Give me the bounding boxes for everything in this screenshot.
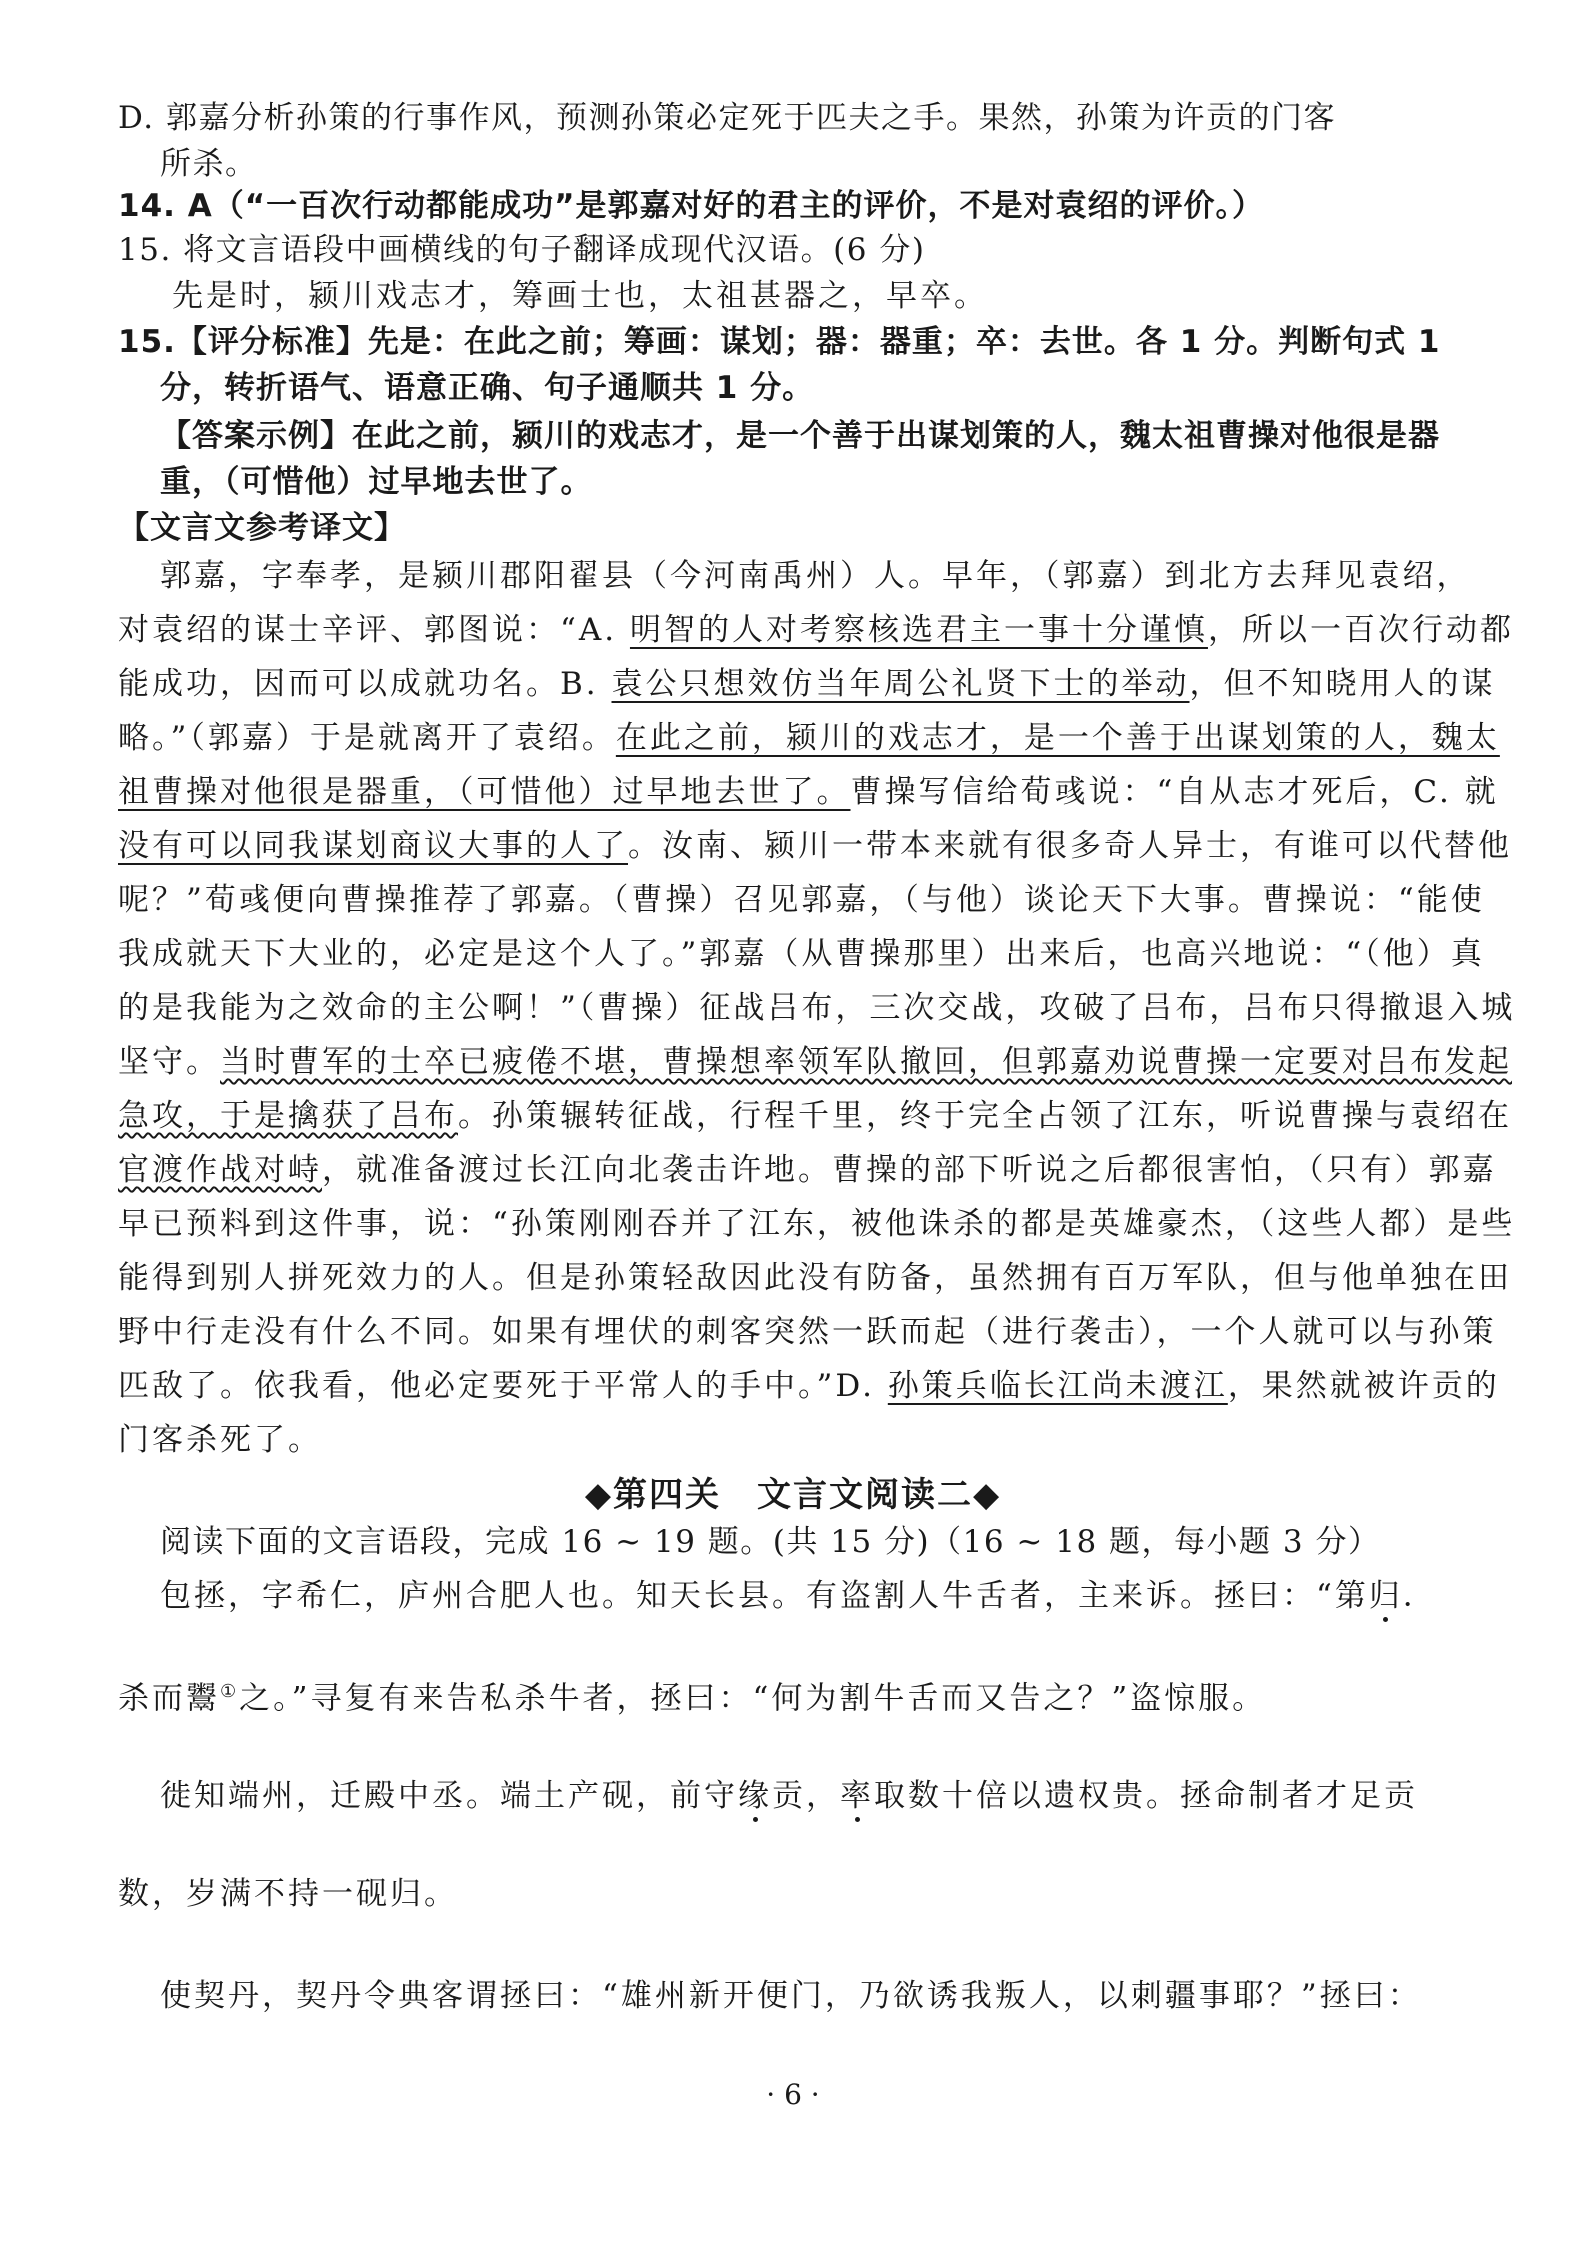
translation-line: 呢？”荀彧便向曹操推荐了郭嘉。（曹操）召见郭嘉，（与他）谈论天下大事。曹操说：“能使: [118, 882, 1485, 918]
page-number: · 6 ·: [766, 2078, 820, 2111]
question-15: 15. 将文言语段中画横线的句子翻译成现代汉语。(6 分): [118, 232, 926, 268]
translation-line: 对袁绍的谋士辛评、郭图说：“A. 明智的人对考察核选君主一事十分谨慎，所以一百次行动都: [118, 612, 1514, 648]
passage-line: 徙知端州，迁殿中丞。端土产砚，前守缘贡，率取数十倍以遗权贵。拯命制者才足贡: [160, 1778, 1418, 1814]
passage-line: 数，岁满不持一砚归。: [118, 1876, 458, 1912]
translation-line: 急攻，于是擒获了吕布。孙策辗转征战，行程千里，终于完全占领了江东，听说曹操与袁绍在: [118, 1098, 1512, 1134]
passage-line: 包拯，字希仁，庐州合肥人也。知天长县。有盗割人牛舌者，主来诉。拯曰：“第归．: [160, 1578, 1437, 1614]
translation-line: 郭嘉，字奉孝，是颍川郡阳翟县（今河南禹州）人。早年，（郭嘉）到北方去拜见袁绍，: [160, 558, 1471, 594]
translation-line: 我成就天下大业的，必定是这个人了。”郭嘉（从曹操那里）出来后，也高兴地说：“（他）真: [118, 936, 1485, 972]
translation-line: 匹敌了。依我看，他必定要死于平常人的手中。”D. 孙策兵临长江尚未渡江，果然就被许贡的: [118, 1368, 1500, 1404]
answer-15-scoring-cont: 分，转折语气、语意正确、句子通顺共 1 分。: [160, 370, 815, 406]
translation-line: 坚守。当时曹军的士卒已疲倦不堪，曹操想率领军队撤回，但郭嘉劝说曹操一定要对吕布发起: [118, 1044, 1512, 1080]
translation-line: 野中行走没有什么不同。如果有埋伏的刺客突然一跃而起（进行袭击），一个人就可以与孙策: [118, 1314, 1497, 1350]
translation-heading: 【文言文参考译文】: [118, 510, 406, 546]
option-d-text-cont: 所杀。: [160, 146, 258, 182]
translation-line: 没有可以同我谋划商议大事的人了。汝南、颍川一带本来就有很多奇人异士，有谁可以代替他: [118, 828, 1512, 864]
answer-15-example: 【答案示例】在此之前，颍川的戏志才，是一个善于出谋划策的人，魏太祖曹操对他很是器: [160, 418, 1440, 454]
translation-line: 略。”（郭嘉）于是就离开了袁绍。在此之前，颍川的戏志才，是一个善于出谋划策的人，魏太: [118, 720, 1500, 756]
option-d-text: D. 郭嘉分析孙策的行事作风，预测孙策必定死于匹夫之手。果然，孙策为许贡的门客: [118, 100, 1336, 136]
translation-line: 的是我能为之效命的主公啊！”（曹操）征战吕布，三次交战，攻破了吕布，吕布只得撤退入城: [118, 990, 1516, 1026]
translation-line: 门客杀死了。: [118, 1422, 322, 1458]
section-title: ◆第四关 文言文阅读二◆: [584, 1475, 1002, 1515]
passage-line: 杀而鬻①之。”寻复有来告私杀牛者，拯曰：“何为割牛舌而又告之？”盗惊服。: [118, 1680, 1267, 1717]
question-15-sentence: 先是时，颍川戏志才，筹画士也，太祖甚器之，早卒。: [172, 278, 988, 314]
footnote-marker: ①: [220, 1681, 240, 1702]
section-instruction: 阅读下面的文言语段，完成 16 ~ 19 题。(共 15 分)（16 ~ 18 题，每小题 3 分）: [160, 1524, 1381, 1560]
passage-line: 使契丹，契丹令典客谓拯曰：“雄州新开便门，乃欲诱我叛人，以刺疆事耶？”拯曰：: [160, 1978, 1422, 2014]
answer-15-scoring: 15.【评分标准】先是：在此之前；筹画：谋划；器：器重；卒：去世。各 1 分。判断句式 1: [118, 324, 1441, 360]
translation-line: 祖曹操对他很是器重，（可惜他）过早地去世了。曹操写信给荀彧说：“自从志才死后，C. 就: [118, 774, 1499, 810]
translation-line: 官渡作战对峙，就准备渡过长江向北袭击许地。曹操的部下听说之后都很害怕，（只有）郭嘉: [118, 1152, 1497, 1188]
translation-line: 能成功，因而可以成就功名。B. 袁公只想效仿当年周公礼贤下士的举动，但不知晓用人的谋: [118, 666, 1496, 702]
translation-line: 能得到别人拼死效力的人。但是孙策轻敌因此没有防备，虽然拥有百万军队，但与他单独在田: [118, 1260, 1512, 1296]
answer-15-example-cont: 重，（可惜他）过早地去世了。: [160, 464, 593, 500]
translation-line: 早已预料到这件事，说：“孙策刚刚吞并了江东，被他诛杀的都是英雄豪杰，（这些人都）是些: [118, 1206, 1516, 1242]
answer-14: 14. A（“一百次行动都能成功”是郭嘉对好的君主的评价，不是对袁绍的评价。）: [118, 188, 1264, 224]
